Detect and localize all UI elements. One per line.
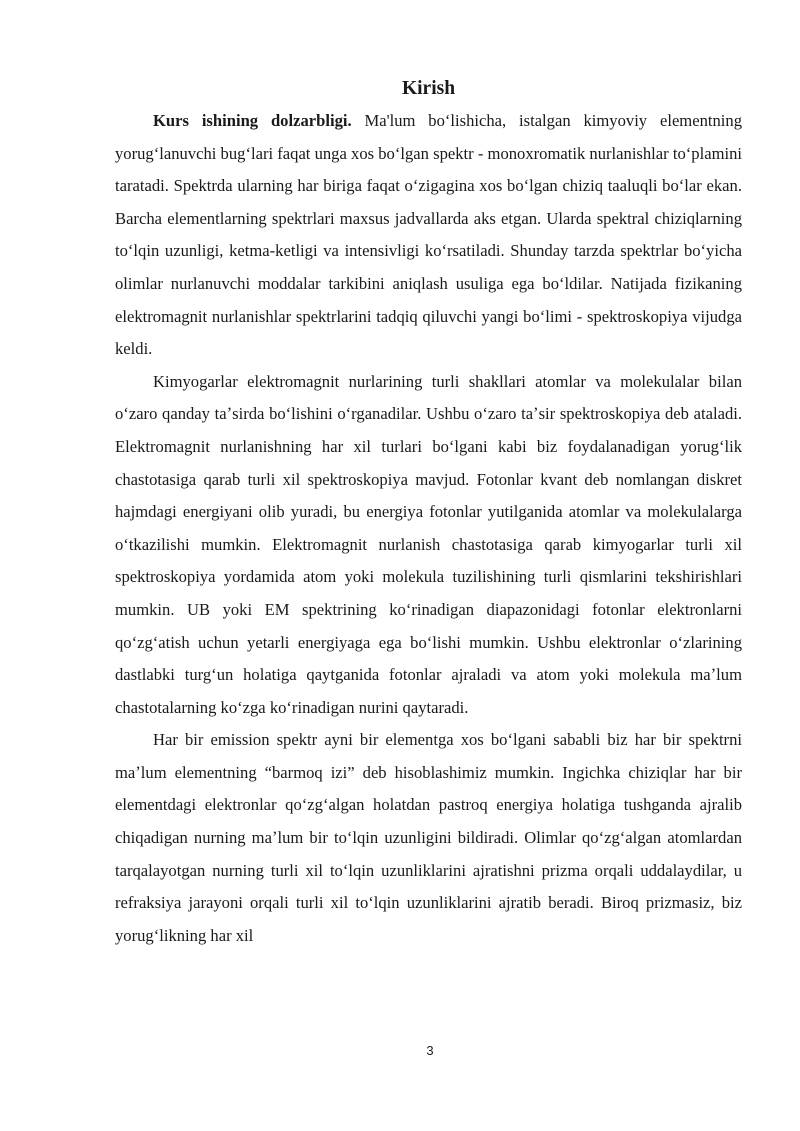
section-title: Kirish [401,78,456,99]
paragraph-emission-spectrum [115,724,742,952]
paragraph-text: Har bir emission spektr ayni bir elementga xos boʻlgani sababli biz har bir spektrni maʼlum elementning “barmoq izi” deb hisoblashimiz mumkin. Ingichka chiziqlar har bir elementdagi elektronlar qoʻzgʻalgan holatdan pastroq energiya holatiga tushganda ajralib chiqadigan nurning maʼlum bir toʻlqin uzunligini bildiradi. Olimlar qoʻzgʻalgan atomlardan tarqalayotgan nurning turli xil toʻlqin uzunliklarini ajratishni prizma orqali uddalaydilar, u refraksiya jarayoni orqali turli xil toʻlqin uzunliklarini ajratib beradi. Biroq prizmasiz, biz yorugʻlikning har xil [115,730,742,945]
paragraph-lead: Kurs ishining dolzarbligi. [153,111,352,130]
paragraph-text: Kimyogarlar elektromagnit nurlarining turli shakllari atomlar va molekulalar bilan oʻzaro qanday taʼsirda boʻlishini oʻrganadilar. Ushbu oʻzaro taʼsir spektroskopiya deb ataladi. Elektromagnit nurlanishning har xil turlari boʻlgani kabi biz foydalanadigan yorugʻlik chastotasiga qarab turli xil spektroskopiya mavjud. Fotonlar kvant deb nomlangan diskret hajmdagi energiyani olib yuradi, bu energiya fotonlar yutilganida atomlar va molekulalarga oʻtkazilishi mumkin. Elektromagnit nurlanish chastotasiga qarab kimyogarlar turli xil spektroskopiya yordamida atom yoki molekula tuzilishining turli qismlarini tekshirishlari mumkin. UB yoki EM spektrining koʻrinadigan diapazonidagi fotonlar elektronlarni qoʻzgʻatish uchun yetarli energiyaga ega boʻlishi mumkin. Ushbu elektronlar oʻzlarining dastlabki turgʻun holatiga qaytganida fotonlar ajraladi va atom yoki molekula maʼlum chastotalarning koʻzga koʻrinadigan nurini qaytaradi. [115,371,742,717]
document-page [115,76,742,952]
paragraph-spectroscopy [115,366,742,725]
paragraph-relevance [115,105,742,366]
paragraph-text: Ma'lum boʻlishicha, istalgan kimyoviy elementning yorugʻlanuvchi bugʻlari faqat unga xos boʻlgan spektr - monoxromatik nurlanishlar toʻplamini taratadi. Spektrda ularning har biriga faqat oʻzigagina xos boʻlgan chiziq taaluqli boʻlar ekan. Barcha elementlarning spektrlari maxsus jadvallarda aks etgan. Ularda spektral chiziqlarning toʻlqin uzunligi, ketma-ketligi va intensivligi koʻrsatiladi. Shunday tarzda spektrlar boʻyicha olimlar nurlanuvchi moddalar tarkibini aniqlash usuliga ega boʻldilar. Natijada fizikaning elektromagnit nurlanishlar spektrlarini tadqiq qiluvchi yangi boʻlimi - spektroskopiya vijudga keldi. [115,111,742,359]
page-number: 3 [426,1043,434,1058]
